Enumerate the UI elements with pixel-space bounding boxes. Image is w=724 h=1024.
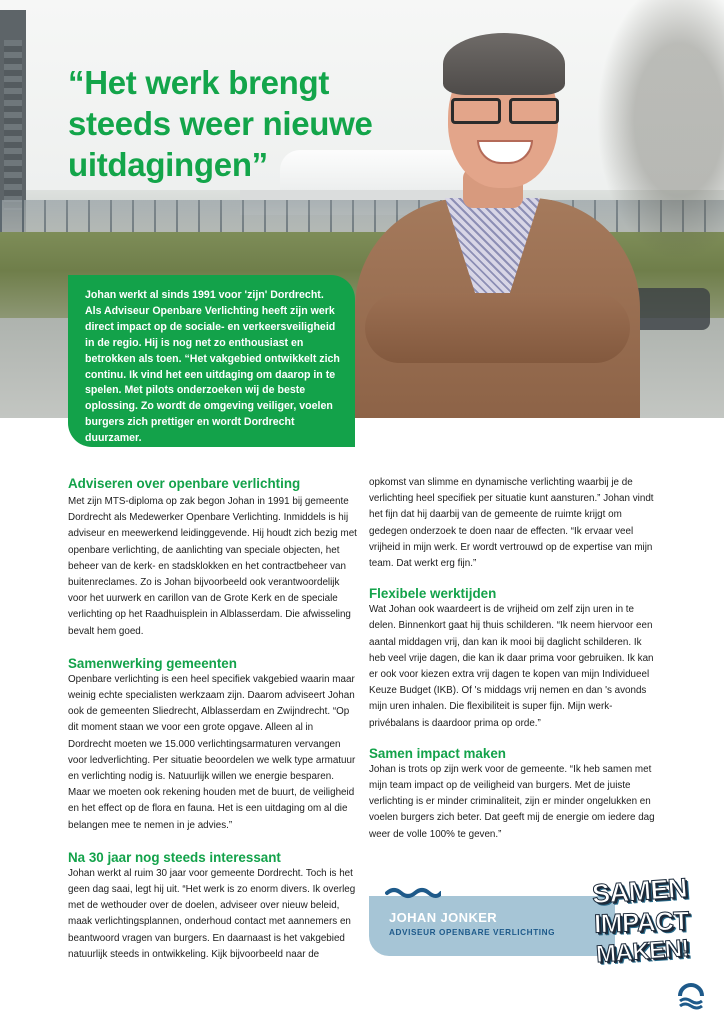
section-body-continued: opkomst van slimme en dynamische verlichting waarbij je de verlichting heel specifiek per situatie kunt aansturen.” Johan vindt het fijn dat hij daarbij van de gemeente de ruimte krijgt om gedegen onderzoek te doen naar de effecten. “Ik ervaar veel vrijheid in mijn werk. Er wordt vertrouwd op de expertise van mijn team. Dat werkt erg fijn.”	[369, 477, 654, 570]
samen-impact-maken-logo	[580, 874, 692, 976]
intro-text: Johan werkt al sinds 1991 voor 'zijn' Dordrecht. Als Adviseur Openbare Verlichting heeft zijn werk direct impact op de sociale- en verkeersveiligheid in de regio. Hij is nog net zo enthousiast en betrokken als toen. “Het vakgebied ontwikkelt zich continu. Ik vind het een uitdaging om daarop in te spelen. Met pilots onderzoeken wij de beste oplossing. Zo wordt de omgeving veiliger, voelen burgers zich prettiger en wordt Dordrecht duurzamer.	[85, 289, 340, 445]
logo-word: IMPACT	[593, 905, 690, 939]
left-column	[68, 475, 358, 963]
right-column	[369, 475, 659, 843]
intro-box	[68, 275, 355, 447]
section-body: Johan werkt al ruim 30 jaar voor gemeente Dordrecht. Toch is het geen dag saai, legt hij uit. “Het werk is zo enorm divers. Ik overleg met de wethouder over de doelen, adviseer over nieuw beleid, maak verlichtingsplannen, onderhoud contact met aannemers en beantwoord vragen van burgers. En daarnaast is het vakgebied natuurlijk steeds in ontwikkeling. Kijk bijvoorbeeld naar de	[68, 867, 356, 960]
person-role: ADVISEUR OPENBARE VERLICHTING	[389, 928, 556, 937]
logo-word: MAKEN!	[595, 934, 690, 969]
logo-word: SAMEN	[591, 872, 688, 910]
crossed-arms	[365, 293, 630, 363]
person-name: JOHAN JONKER	[389, 910, 498, 925]
glasses	[451, 98, 559, 120]
section-heading: Samenwerking gemeenten	[68, 655, 237, 671]
section-body: Johan is trots op zijn werk voor de gemeente. “Ik heb samen met mijn team impact op de veiligheid van burgers. Met de juiste verlichting is er minder criminaliteit, zijn er minder ongelukken en voelen burgers zich beter. Dat geeft mij de energie om iedere dag weer de volle 100% te geven.”	[369, 763, 655, 840]
name-banner	[369, 896, 615, 956]
section-body: Openbare verlichting is een heel specifiek vakgebied waarin maar weinig echte specialisten werkzaam zijn. Daarom adviseert Johan ook de gemeenten Sliedrecht, Alblasserdam en Zwijndrecht. “Op dit moment staan we voor een grote opgave. Alleen al in Dordrecht moeten we 15.000 verlichtingsarmaturen vervangen voor ledverlichting. Per situatie beoordelen we welk type armatuur en verlichting nodig is. Natuurlijk willen we energie besparen. Maar we moeten ook rekening houden met de buurt, de veiligheid en het effect op de flora en fauna. Het is een uitdaging om al die belangen mee te nemen in je advies.”	[68, 673, 356, 831]
hair	[443, 33, 565, 95]
section-body: Met zijn MTS-diploma op zak begon Johan in 1991 bij gemeente Dordrecht als Medewerker Openbare Verlichting. Inmiddels is hij adviseur en meewerkend leidinggevende. Hij houdt zich bezig met openbare verlichting, de aanlichting van speciale objecten, het beheer van de kerk- en stadsklokken en het contractbeheer van buitenreclames. Zo is Johan bijvoorbeeld ook verantwoordelijk voor het uurwerk en carillon van de Grote Kerk en de speciale verlichting op het Raadhuisplein in Alblasserdam. Die afwisseling bevalt hem goed.	[68, 496, 357, 637]
section-heading: Na 30 jaar nog steeds interessant	[68, 849, 281, 865]
section-heading: Samen impact maken	[369, 745, 506, 761]
section-heading: Flexibele werktijden	[369, 586, 497, 602]
wave-icon	[385, 887, 441, 901]
dordrecht-logo-icon	[676, 980, 706, 1010]
headline-quote: “Het werk brengt steeds weer nieuwe uitdagingen”	[68, 64, 373, 183]
section-heading: Adviseren over openbare verlichting	[68, 476, 301, 491]
section-body: Wat Johan ook waardeert is de vrijheid om zelf zijn uren in te delen. Binnenkort gaat hij thuis schilderen. “Ik neem hiervoor een aantal middagen vrij, dan kan ik mooi bij daglicht schilderen. Ik heb veel vrije dagen, die kan ik daar prima voor gebruiken. Ik kan er ook voor kiezen extra vrij dagen te kopen van mijn Individueel Keuze Budget (IKB). Of 's middags vrij nemen en dan 's avonds mijn uren inhalen. Die flexibiliteit is super fijn. Mijn werk-privébalans is daardoor prima op orde.”	[369, 604, 654, 729]
